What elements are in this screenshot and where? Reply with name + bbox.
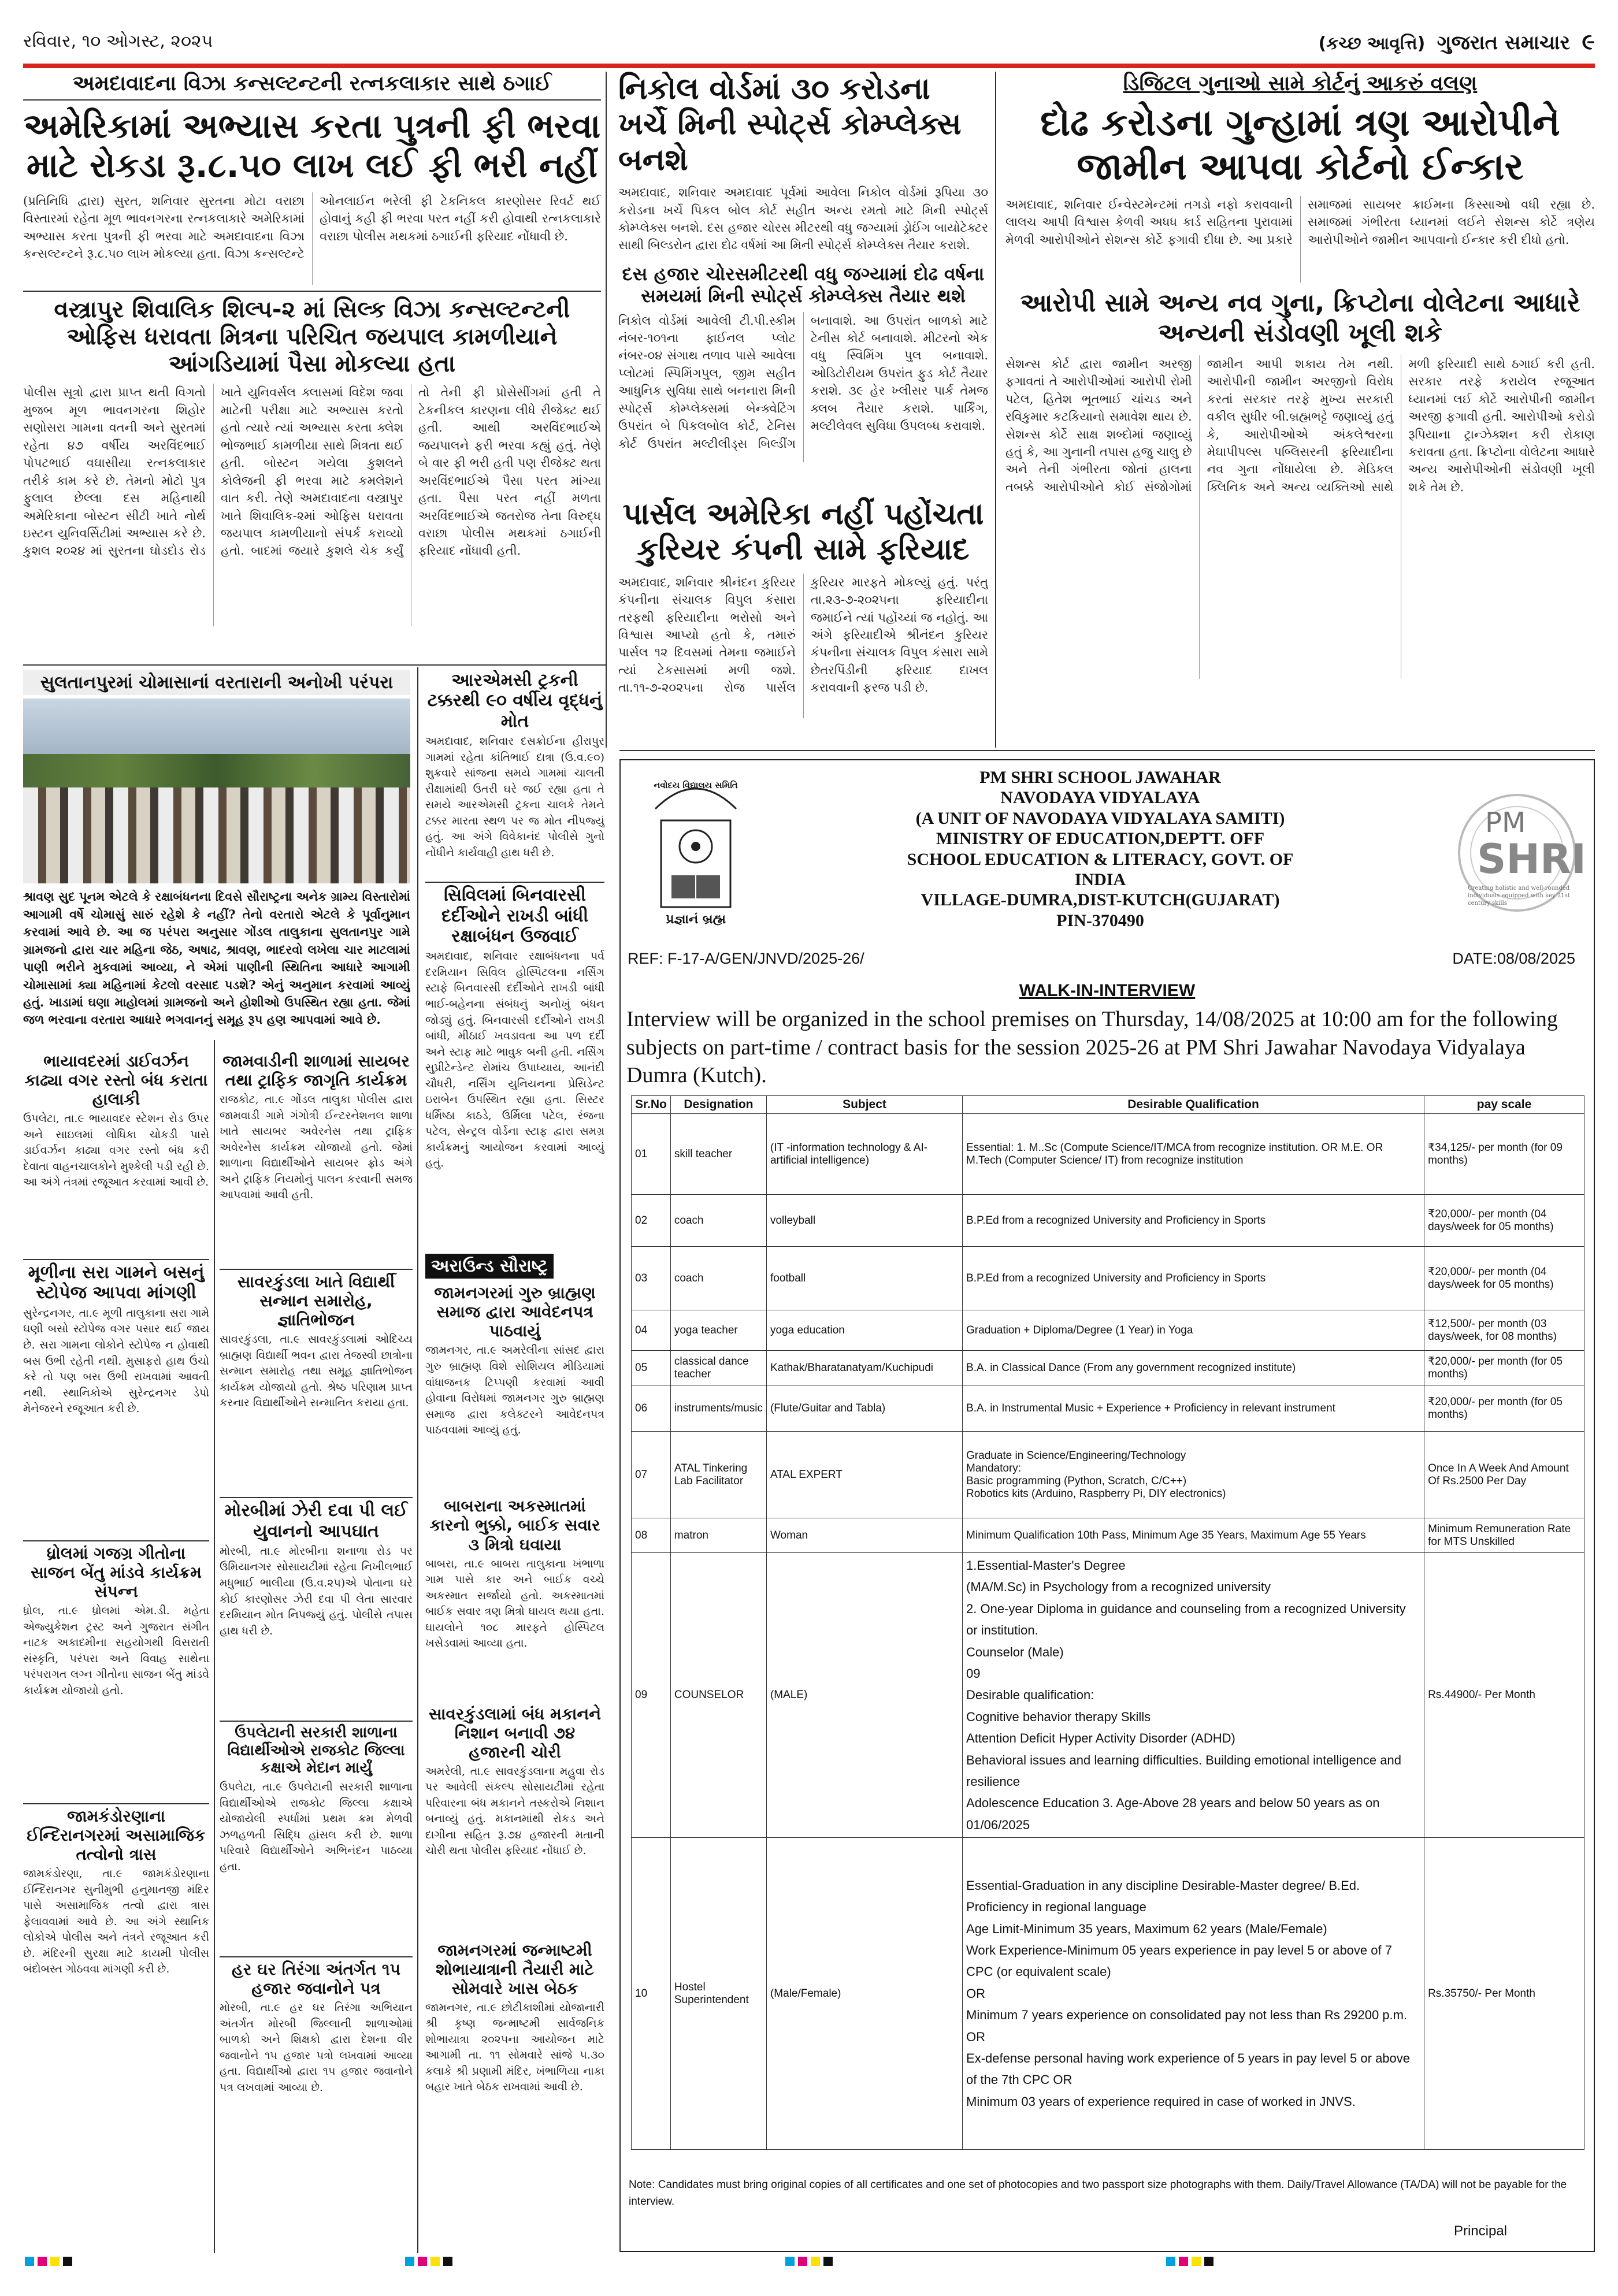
column-header: Subject xyxy=(766,1096,962,1114)
cell-pay: Rs.35750/- Per Month xyxy=(1424,1838,1584,2150)
logo-bottom-text: પ્રજ્ઞાનં બ્રહ્મ xyxy=(666,912,726,927)
cell-pay: ₹34,125/- per month (for 09 months) xyxy=(1424,1114,1584,1195)
cell-qualification: Minimum Qualification 10th Pass, Minimum Age 35 Years, Maximum Age 55 Years xyxy=(963,1518,1424,1553)
advertisement-walk-in-interview xyxy=(619,759,1595,2252)
black-swatch xyxy=(823,2257,833,2266)
qualification-line: 1.Essential-Master's Degree xyxy=(966,1558,1126,1573)
headline: સાવરકુંડલામાં બંધ મકાનને નિશાન બનાવી ૭૪ હજારની ચોરી xyxy=(428,1704,602,1762)
cell-sr: 06 xyxy=(632,1385,671,1432)
address-line: VILLAGE-DUMRA,DIST-KUTCH(GUJARAT) xyxy=(921,890,1280,910)
pm-text: PM xyxy=(1485,807,1526,839)
magenta-swatch xyxy=(418,2257,427,2266)
qualification-line: 2. One-year Diploma in guidance and counseling from a recognized University or institution. xyxy=(966,1601,1406,1638)
column-header: Designation xyxy=(670,1096,766,1114)
qualification-line: Essential-Graduation in any discipline Desirable-Master degree/ B.Ed. Proficiency in regional language xyxy=(966,1878,1360,1915)
cell-designation: Hostel Superintendent xyxy=(670,1838,766,2150)
qualification-line: Counselor (Male) xyxy=(966,1644,1064,1659)
headline: સિવિલમાં બિનવારસી દર્દીઓને રાખડી બાંધી રક્ષાબંધન ઉજવાઈ xyxy=(425,882,604,946)
cell-designation: coach xyxy=(670,1247,766,1310)
table-row xyxy=(632,1432,1584,1518)
qualification-line: Graduate in Science/Engineering/Technology xyxy=(966,1449,1186,1462)
article-body: ઉપલેટા, તા.૯ ભાયાવદર સ્ટેશન રોડ ઉપર અને સાઇલમાં લોધિકા ચોકડી પાસે ડાઈવર્ઝન કાઢ્યા વગર રસ્તો બંધ કરી દેવાતા વાહનચાલકોને મુશ્કેલી પડી રહી છે. આ અંગે તંત્રમાં રજૂઆત કરવામાં આવી છે. xyxy=(23,1112,209,1189)
magenta-swatch xyxy=(798,2257,807,2266)
cell-qualification: Graduation + Diploma/Degree (1 Year) in Yoga xyxy=(963,1310,1424,1351)
column-header: Sr.No xyxy=(632,1096,671,1114)
yellow-swatch xyxy=(431,2257,440,2266)
cell-qualification: B.P.Ed from a recognized University and Proficiency in Sports xyxy=(963,1195,1424,1247)
cell-qualification: B.P.Ed from a recognized University and Proficiency in Sports xyxy=(963,1247,1424,1310)
qualification-line: Basic programming (Python, Scratch, C/C++) xyxy=(966,1474,1187,1487)
headline: દોઢ કરોડના ગુન્હામાં ત્રણ આરોપીને જામીન આપવા કોર્ટનો ઈન્કાર xyxy=(1040,102,1560,188)
cyan-swatch xyxy=(25,2257,34,2266)
cell-sr: 04 xyxy=(632,1310,671,1351)
article-body: સાવરકુંડલા, તા.૯ સાવરકુંડલામાં ઓદિચ્ય બ્રાહ્મણ વિદ્યાર્થી ભવન દ્વારા તેજસ્વી છાત્રોના સન્માન સમારોહ તથા સમૂહ જ્ઞાતિભોજન કાર્યક્રમ યોજાયો હતો. શ્રેષ્ઠ પરિણામ પ્રાપ્ત કરનાર વિદ્યાર્થીઓને સન્માનિત કરાયા હતા. xyxy=(220,1333,413,1410)
cell-designation: yoga teacher xyxy=(670,1310,766,1351)
pm-shri-tagline: Creating holistic and well-rounded individuals equipped with key 21st century skills xyxy=(1468,885,1570,906)
cell-designation: coach xyxy=(670,1195,766,1247)
article-nikol-sports xyxy=(618,72,988,488)
cell-pay: Rs.44900/- Per Month xyxy=(1424,1553,1584,1838)
article-lead: અમદાવાદ, શનિવાર અમદાવાદ પૂર્વમાં આવેલા નિકોલ વોર્ડમાં રૂપિયા ૩૦ કરોડના ખર્ચે પિકલ બોલ કોર્ટ સહીત અન્ય રમતો માટે મિની સ્પોર્ટ્સ કોમ્પ્લેક્સ બનશે. દસ હજાર ચોરસ મીટરથી વધુ જગ્યામાં ડ્રોઈંગ બાયોટેક્ટર સાથી બિલ્ડરોન દ્વારા દોઢ વર્ષમાં આ મિની સ્પોર્ટ્સ કોમ્પ્લેક્સ તૈયાર કરાશે. xyxy=(618,185,988,252)
cell-subject: (Flute/Guitar and Tabla) xyxy=(766,1385,962,1432)
cell-qualification xyxy=(963,1838,1424,2150)
headline: બાબરાના અકસ્માતમાં કારનો ભુક્કો, બાઈક સવાર ૩ મિત્રો ઘવાયા xyxy=(429,1496,600,1554)
cell-subject: (MALE) xyxy=(766,1553,962,1838)
cell-designation: instruments/music xyxy=(670,1385,766,1432)
subheadline: આરોપી સામે અન્ય નવ ગુના, ક્રિપ્ટોના વોલેટના આધારે અન્યની સંડોવણી ખૂલી શકે xyxy=(1020,288,1580,348)
headline: ઉપલેટાની સરકારી શાળાના વિદ્યાર્થીઓએ રાજકોટ જિલ્લા કક્ષાએ મેદાન માર્યું xyxy=(220,1721,413,1777)
page-header xyxy=(23,25,1595,60)
table-row xyxy=(632,1553,1584,1838)
cell-sr: 07 xyxy=(632,1432,671,1518)
cell-qualification xyxy=(963,1432,1424,1518)
article-body: જામકંડોરણા, તા.૯ જામકંડોરણાના ઈન્દિરાનગર સુનીમુભી હનુમાનજી મંદિર પાસે અસામાજિક તત્વો દ્વારા ત્રાસ ફેલાવવામાં આવે છે. આ અંગે સ્થાનિક લોકોએ પોલીસ અને તંત્રને રજૂઆત કરી છે. મંદિરની સુરક્ષા માટે કાયમી પોલીસ બંદોબસ્ત ગોઠવવા માંગણી કરી છે. xyxy=(23,1867,209,1976)
headline: અમેરિકામાં અભ્યાસ કરતા પુત્રની ફી ભરવા માટે રોકડા રૂ.૮.૫૦ લાખ લઈ ફી ભરી નહીં xyxy=(23,106,601,185)
logo-top-text: નવોદય વિદ્યાલય સમિતિ xyxy=(654,780,738,790)
article-body: અમદાવાદ, શનિવાર દસક્રોઈના હીરાપુર ગામમાં રહેતા કાંતિભાઈ દાત્રા (ઉ.વ.૯૦) શુક્રવારે સાંજના સમયે ગામમાં ચાલતી રીક્ષામાંથી ઉતરી ઘરે જઈ રહ્યા હતા તે સમયે આરએમસી ટ્રકના ચાલકે તેમને ટક્કર મારતા સ્થળ પર જ મોત નીપજ્યું હતું. આ અંગે વિવેકાનંદ પોલીસે ગુનો નોંધીને કાર્યવાહી હાથ ધરી છે. xyxy=(425,735,604,859)
table-row xyxy=(632,1310,1584,1351)
table-row xyxy=(632,1351,1584,1385)
pm-shri-logo xyxy=(1450,783,1586,934)
column-rule xyxy=(995,72,996,748)
article-body: નિકોલ વોર્ડમાં આવેલી ટી.પી.સ્કીમ નંબર-૧૦૧ના ફાઈનલ પ્લોટ નંબર-૦૪ સંગાથ તળાવ પાસે આવેલા પ્લોટમાં સ્પિમિંગપુલ, જીમ સહીત આધુનિક સુવિધા સાથે બનનારા મિની સ્પોર્ટ્સ કોમ્પ્લેક્સમાં બેન્ક્વેટિંગ ઉપરાંત બે પિકલબોલ કોર્ટ, ટેનિસ કોર્ટ ઉપરાંત મલ્ટીલીડ્સ બિલ્ડીંગ બનાવાશે. આ ઉપરાંત બાળકો માટે ટેનીસ કોર્ટ બનાવાશે. મીટરનો એક વધુ સ્વિમિંગ પુલ બનાવાશે. ઓડિટોરીયમ ઉપરાંત ફુડ કોર્ટ તૈયાર કરાશે. ૩૯ હેર ખ્લીસર પાર્ક તેમજ ક્લબ તૈયાર કરાશે. પાર્કિંગ, મલ્ટીલેવલ સુવિધા ઉપલબ્ધ કરાવાશે. xyxy=(618,313,988,451)
cell-pay: ₹20,000/- per month (04 days/week for 05 months) xyxy=(1424,1247,1584,1310)
article-body: પોલીસ સૂત્રો દ્વારા પ્રાપ્ત થતી વિગતો મુજબ મૂળ ભાવનગરના શિહોર સણોસરા ગામના વતની અને સુરતમાં રહેતા ૪૭ વર્ષીય અરવિંદભાઈ પોપટભાઈ વઘાસીયા રત્નકલાકાર તરીકે કામ કરે છે. તેમનો મોટો પુત્ર ફુલાલ છેલ્લા દસ મહિનાથી અમેરિકાના બોસ્ટન સીટી ખાતે નોર્થ ઇસ્ટન યુનિવર્સિટીમાં અભ્યાસ કરે છે. કુશલ ૨૦૨૪ માં સુરતના ઘોડદોડ રોડ ખાતે યુનિવર્સલ ક્લાસમાં વિદેશ જવા માટેની પરીક્ષા માટે અભ્યાસ કરતો હતો ત્યારે ત્યાં અભ્યાસ કરતા ક્લેશ ભોજભાઈ કામળીયા સાથે મિત્રતા થઈ હતી. બોસ્ટન ગયેલા કુશલને કોલેજની ફી ભરવા માટે કમલેશને વાત કરી. તેણે અમદાવાદના વસ્ત્રાપુર ખાતે શિવાલિક-૨માં ઓફિસ ધરાવતા જયપાલ કામળીયાનો સંપર્ક કરાવ્યો હતો. બાદમાં જયારે કુશલે ચેક કર્યું તો તેની ફી પ્રોસેસીંગમાં હતી તે ટેકનીકલ કારણના લીધે રીજેક્ટ થઈ હતી. આથી અરવિંદભાઈએ જયપાલને ફરી ભરવા કહ્યું હતું. તેણે બે વાર ફી ભરી હતી પણ રીજેક્ટ થતા અરવિંદભાઈએ પૈસા પરત માંગ્યા હતા. પૈસા પરત નહીં મળતા અરવિંદભાઈએ જતરોજ તેના વિરુદ્ધ વરાછા પોલીસ મથકમાં ઠગાઈની ફરિયાદ નોંધાવી હતી. xyxy=(23,385,601,558)
header-rule xyxy=(23,64,1595,68)
address-line: PIN-370490 xyxy=(1056,911,1144,930)
village-photo xyxy=(23,699,410,883)
cell-sr: 08 xyxy=(632,1518,671,1553)
column-header: pay scale xyxy=(1424,1096,1584,1114)
address-line: INDIA xyxy=(1074,870,1126,889)
cell-subject: volleyball xyxy=(766,1195,962,1247)
table-header-row xyxy=(632,1096,1584,1114)
headline: જામવાડીની શાળામાં સાયબર તથા ટ્રાફિક જાગૃતિ કાર્યક્રમ xyxy=(222,1052,410,1090)
issue-date: રવિવાર, ૧૦ ઓગસ્ટ, ૨૦૨૫ xyxy=(23,31,213,51)
qualification-line: Mandatory: xyxy=(966,1462,1022,1474)
cell-designation: COUNSELOR xyxy=(670,1553,766,1838)
black-swatch xyxy=(1204,2257,1214,2266)
address-line: MINISTRY OF EDUCATION,DEPTT. OFF xyxy=(936,829,1265,849)
magenta-swatch xyxy=(1179,2257,1188,2266)
headline: જામનગરમાં ગુરુ બ્રાહ્મણ સમાજ દ્વારા આવેદનપત્ર પાઠવાયું xyxy=(434,1283,596,1341)
cell-designation: ATAL Tinkering Lab Facilitator xyxy=(670,1432,766,1518)
headline: મૂળીના સરા ગામને બસનું સ્ટોપેજ આપવા માંગણી xyxy=(23,1259,209,1303)
black-swatch xyxy=(443,2257,452,2266)
headline: સાવરકુંડલા ખાતે વિદ્યાર્થી સન્માન સમારોહ, જ્ઞાતિભોજન xyxy=(220,1269,413,1329)
table-row xyxy=(632,1838,1584,2150)
cell-subject: (IT -information technology & AI-artificial intelligence) xyxy=(766,1114,962,1195)
cell-sr: 01 xyxy=(632,1114,671,1195)
address-line: NAVODAYA VIDYALAYA xyxy=(1000,788,1200,808)
subheadline: વસ્ત્રાપુર શિવાલિક શિલ્પ-૨ માં સિલ્ક વિઝા કન્સલ્ટન્ટની ઓફિસ ધરાવતા મિત્રના પરિચિત જયપાલ કામળીયાને આંગડિયામાં પૈસા મોકલ્યા હતા xyxy=(23,291,601,378)
cell-pay: ₹12,500/- per month (03 days/week, for 08 months) xyxy=(1424,1310,1584,1351)
around-saurashtra-label: અરાઉન્ડ સૌરાષ્ટ્ર xyxy=(425,1254,554,1279)
cell-pay: Minimum Remuneration Rate for MTS Unskilled xyxy=(1424,1518,1584,1553)
headline: આરએમસી ટ્રકની ટક્કરથી ૯૦ વર્ષીય વૃદ્ધનું મોત xyxy=(427,670,603,731)
yellow-swatch xyxy=(1192,2257,1201,2266)
cyan-swatch xyxy=(785,2257,795,2266)
article-body: જામનગર, તા.૯ છોટીકાશીમાં યોજાનારી શ્રી કૃષ્ણ જન્માષ્ટમી સાર્વજનિક શોભાયાત્રા ૨૦૨૫ના આયોજન માટે આગામી તા. ૧૧ સોમવારે સાંજે ૫.૩૦ કલાકે શ્રી પ્રણામી મંદિર, ખંભાળિયા નાકા બહાર ખાતે બેઠક રાખવામાં આવી છે. xyxy=(425,2001,604,2094)
photo-sky xyxy=(23,699,410,754)
headline: ધ્રોલમાં ગજગ્ર ગીતોના સાજન બેંતુ માંડવે કાર્યક્રમ સંપન્ન xyxy=(23,1540,209,1601)
qualification-line: Robotics kits (Arduino, Raspberry Pi, DIY electronics) xyxy=(966,1487,1226,1500)
cell-sr: 02 xyxy=(632,1195,671,1247)
article-body: ઉપલેટા, તા.૯ ઉપલેટાની સરકારી શાળાના વિદ્યાર્થીઓએ રાજકોટ જિલ્લા કક્ષાએ યોજાયેલી સ્પર્ધામાં પ્રથમ ક્રમ મેળવી ઝળહળતી સિદ્ધિ હાંસલ કરી છે. શાળા પરિવારે વિદ્યાર્થીઓને અભિનંદન પાઠવ્યા હતા. xyxy=(220,1780,413,1873)
signatory: Principal xyxy=(1453,2223,1507,2239)
address-line: PM SHRI SCHOOL JAWAHAR xyxy=(979,768,1221,787)
cell-sr: 10 xyxy=(632,1838,671,2150)
vacancy-table xyxy=(631,1095,1584,2150)
section-rule xyxy=(23,664,606,666)
cell-pay: Once In A Week And Amount Of Rs.2500 Per Day xyxy=(1424,1432,1584,1518)
yellow-swatch xyxy=(811,2257,820,2266)
qualification-line: Adolescence Education 3. Age-Above 28 years and below 50 years as on 01/06/2025 xyxy=(966,1796,1380,1832)
article-lead: અમદાવાદ, શનિવાર ઈન્વેસ્ટમેન્ટમાં તગડો નફો કરાવવાની લાલચ આપી વિશ્વાસ કેળવી અધધ કાર્ડ સહિતના પુરાવામાં મેળવી આરોપીઓને સેશન્સ કોર્ટે ફગાવી દીધા છે. આ પ્રકારે સમાજમાં સાયબર ક્રાઈમના કિસ્સાઓ વધી રહ્યા છે. સમાજમાં ગંભીરતા ધ્યાનમાં લઈને સેશન્સ કોર્ટે ત્રણેય આરોપીઓને જામીન આપવાનો ઈન્કાર કરી દીધો હતો. xyxy=(1005,198,1595,247)
article-body: સુરેન્દ્રનગર, તા.૯ મૂળી તાલુકાના સરા ગામે ઘણી બસો સ્ટોપેજ વગર પસાર થઈ જાય છે. સરા ગામના લોકોને સ્ટોપેજ ન હોવાથી બસ ઉભી રહેતી નથી. મુસાફરો હાથ ઉંચો કરે તો પણ બસ ઉભી રાખવામાં આવતી નથી. સ્થાનિકોએ સુરેન્દ્રનગર ડેપો મેનેજરને રજૂઆત કરી છે. xyxy=(23,1306,209,1416)
article-body: અમદાવાદ, શનિવાર રક્ષાબંધનના પર્વ દરમિયાન સિવિલ હોસ્પિટલના નર્સિંગ સ્ટાફે બિનવારસી દર્દીઓને રાખડી બાંધી ભાઈ-બહેનના સંબંધનું અનોખું બંધન જોડ્યું હતું. બિનવારસી દર્દીઓને રાખડી બાંધી, મીઠાઈ ખવડાવતા આ પળ દર્દી અને સ્ટાફ માટે ભાવુક બની હતી. નર્સિંગ સુપ્રીટેન્ડેન્ટ રોમાંચ ઉપાધ્યાય, આનંદી ચૌધરી, નર્સિંગ યુનિયનના પ્રેસિડેન્ટ ઇરાબેન ઉપસ્થિત રહ્યા હતા. સિસ્ટર ધર્મિષ્ઠા કાઠડે, ઉર્મિલા પટેલ, રંજના પટેલ, સેન્ટ્રલ વોર્ડના સ્ટાફ દ્વારા સમગ્ર કાર્યક્રમનું આયોજન કરવામાં આવ્યું હતું. xyxy=(425,950,604,1170)
school-address xyxy=(765,767,1435,931)
qualification-line: Minimum 7 years experience on consolidated pay not less than Rs 29200 p.m. OR xyxy=(966,2008,1408,2044)
photo-caption: શ્રાવણ સુદ પૂનમ એટલે કે રક્ષાબંધનના દિવસે સૌરાષ્ટ્રના અનેક ગ્રામ્ય વિસ્તારોમાં આગામી વર્ષે ચોમાસું સારું રહેશે કે નહીં? તેનો વરતારો એટલે કે પૂર્વાનુમાન કરવામાં આવે છે. આ જ પરંપરા અનુસાર ગોંડલ તાલુકાના સુલતાનપુર ગામે ગ્રામજનો દ્વારા ચાર મહિના જેઠ, અષાઢ, શ્રાવણ, ભાદરવો લખેલા ચાર માટલામાં પાણી ભરીને મુકવામાં આવ્યા, ને એમાં પાણીની સ્થિતિના આધારે આગામી ચોમાસામાં ક્યા મહિનામાં કેટલો વરસાદ પડશે? એનું અનુમાન કરવામાં આવ્યું હતું. ખાડામાં ઘણા માહોલમાં ગ્રામજનો અને હોશીઓ ઉપસ્થિત રહ્યા હતા. જેમાં જળ ભરવાના વરતારા આધારે ભગવાનનું સમૂહ રૂપ હણ આપવામાં આવે છે. xyxy=(23,889,410,1027)
article-body: રાજકોટ, તા.૯ ગોંડલ તાલુકા પોલીસ દ્વારા જામવાડી ગામે ગંગોત્રી ઈન્ટરનેશનલ શાળા ખાતે સાયબર અવેરનેસ તથા ટ્રાફિક અવેરનેસ કાર્યક્રમ યોજાયો હતો. જેમાં શાળાના વિદ્યાર્થીઓને સાયબર ફ્રોડ અંગે અને ટ્રાફિક નિયમોનું પાલન કરવાની સમજ આપવામાં આવી હતી. xyxy=(220,1093,413,1202)
photo-feature xyxy=(23,670,410,1046)
nvs-logo xyxy=(638,768,754,942)
qualification-line: Age Limit-Minimum 35 years, Maximum 62 years (Male/Female) xyxy=(966,1921,1327,1936)
cell-sr: 09 xyxy=(632,1553,671,1838)
reference-row xyxy=(628,950,1587,968)
notice-title: WALK-IN-INTERVIEW xyxy=(1019,981,1196,1000)
article-body: ધ્રોલ, તા.૯ ધ્રોલમાં એમ.ડી. મહેતા એજ્યુકેશન ટ્રસ્ટ અને ગુજરાત સંગીત નાટક અકાદમીના સહયોગથી વિસરાતી સંસ્કૃતિ, પરંપરા અને વિવાહ સાથેના પરંપરાગત લગ્ન ગીતોના સાજન બેંતુ માંડવે કાર્યક્રમ યોજાયો હતો. xyxy=(23,1604,209,1697)
address-line: SCHOOL EDUCATION & LITERACY, GOVT. OF xyxy=(907,849,1294,869)
qualification-line: OR xyxy=(966,1986,986,2001)
cell-subject: Kathak/Bharatanatyam/Kuchipudi xyxy=(766,1351,962,1385)
photo-crowd xyxy=(23,787,410,883)
notice-date: DATE:08/08/2025 xyxy=(1452,950,1575,967)
masthead xyxy=(1318,29,1595,55)
column-rule xyxy=(214,1040,215,2253)
headline: હર ઘર તિરંગા અંતર્ગત ૧૫ હજાર જવાનોને પત્ર xyxy=(220,1956,413,1998)
headline: મોરબીમાં ઝેરી દવા પી લઈ યુવાનનો આપઘાત xyxy=(220,1497,413,1541)
cyan-swatch xyxy=(1166,2257,1175,2266)
article-bail-denied xyxy=(1005,72,1595,742)
black-swatch xyxy=(63,2257,72,2266)
kicker: અમદાવાદના વિઝા કન્સલ્ટન્ટની રત્નકલાકાર સાથે ઠગાઈ xyxy=(23,72,601,101)
article-body: મોરબી, તા.૯ હર ઘર તિરંગા અભિયાન અંતર્ગત મોરબી જિલ્લાની શાળાઓમાં બાળકો અને શિક્ષકો દ્વારા દેશના વીર જવાનોને ૧૫ હજાર પત્રો લખવામાં આવ્યા હતા. વિદ્યાર્થીઓ દ્વારા ૧૫ હજાર જવાનોને પત્ર લખવામાં આવ્યા છે. xyxy=(220,2001,413,2094)
column-rule xyxy=(606,72,607,748)
qualification-line: Cognitive behavior therapy Skills xyxy=(966,1709,1151,1724)
section-label xyxy=(425,1254,604,1279)
page-number: ૯ xyxy=(1582,29,1595,54)
headline: નિકોલ વોર્ડમાં ૩૦ કરોડના ખર્ચે મિની સ્પોર્ટ્સ કોમ્પ્લેક્સ બનશે xyxy=(618,72,962,177)
headline: ભાયાવદરમાં ડાઈવર્ઝન કાઢ્યા વગર રસ્તો બંધ કરાતા હાલાકી xyxy=(24,1052,208,1109)
kicker: ડિજિટલ ગુનાઓ સામે કોર્ટનું આકરું વલણ xyxy=(1123,72,1478,95)
cell-subject: (Male/Female) xyxy=(766,1838,962,2150)
table-row xyxy=(632,1195,1584,1247)
shri-text: SHRI xyxy=(1477,835,1586,883)
article-visa-fraud xyxy=(23,72,601,661)
cell-qualification: B.A. in Instrumental Music + Experience + Proficiency in relevant instrument xyxy=(963,1385,1424,1432)
feature-heading: સુલતાનપુરમાં ચોમાસાનાં વરતારાની અનોખી પરંપરા xyxy=(23,670,410,695)
column-rule xyxy=(417,667,418,2253)
table-row xyxy=(632,1114,1584,1195)
paper-name: ગુજરાત સમાચાર xyxy=(1437,31,1571,54)
column-header: Desirable Qualification xyxy=(963,1096,1424,1114)
notice-intro: Interview will be organized in the school premises on Thursday, 14/08/2025 at 10:00 am for the following subjects on part-time / contract basis for the session 2025-26 at PM Shri Jawahar Navodaya Vidyalaya Dumra (Kutch). xyxy=(626,1007,1558,1088)
section-rule xyxy=(619,750,1595,751)
article-body: બાબરા, તા.૯ બાબરા તાલુકાના ખંભાળા ગામ પાસે કાર અને બાઈક વચ્ચે અકસ્માત સર્જાયો હતો. અકસ્માતમાં બાઈક સવાર ત્રણ મિત્રો ઘાયલ થયા હતા. ઘાયલોને ૧૦૮ મારફતે હોસ્પિટલ ખસેડવામાં આવ્યા હતા. xyxy=(425,1557,604,1650)
subheadline: દસ હજાર ચોરસમીટરથી વધુ જગ્યામાં દોઢ વર્ષના સમયમાં મિની સ્પોર્ટ્સ કોમ્પ્લેક્સ તૈયાર થશે xyxy=(622,263,985,307)
cell-subject: ATAL EXPERT xyxy=(766,1432,962,1518)
cell-pay: ₹20,000/- per month (for 05 months) xyxy=(1424,1351,1584,1385)
qualification-line: Desirable qualification: xyxy=(966,1688,1094,1703)
cell-designation: classical dance teacher xyxy=(670,1351,766,1385)
print-registration-strip xyxy=(23,2257,1595,2272)
notice-note: Note: Candidates must bring original copies of all certificates and one set of photocopies and two passport size photographs with them. Daily/Travel Allowance (TA/DA) will not be payable for the interview. xyxy=(629,2179,1567,2208)
yellow-swatch xyxy=(50,2257,60,2266)
qualification-line: Minimum 03 years of experience required in case of worked in JNVS. xyxy=(966,2094,1356,2109)
article-body: જામનગર, તા.૯ અમરેલીના સાંસદ દ્વારા ગુરુ બ્રાહ્મણ વિશે સોશિયલ મીડિયામાં વાંધાજનક ટિપ્પણી કરવામાં આવી હોવાના વિરોધમાં જામનગર ગુરુ બ્રાહ્મણ સમાજ દ્વારા કલેક્ટરને આવેદનપત્ર પાઠવવામાં આવ્યું હતું. xyxy=(425,1344,604,1437)
article-body: (પ્રતિનિધિ દ્વારા) સુરત, શનિવાર સુરતના મોટા વરાછા વિસ્તારમાં રહેતા મૂળ ભાવનગરના રત્નકલાકારે અમેરિકામાં અભ્યાસ કરતા પુત્રની ફી ભરવા માટે અમદાવાદના વિઝા કન્સલ્ટન્ટને રૂ.૮.૫૦ લાખ મોકલ્યા હતા. વિઝા કન્સલ્ટન્ટે ઓનલાઈન ભરેલી ફી ટેકનિકલ કારણોસર રિવર્ટ થઈ હોવાનું કહી ફી ભરવા પરત નહીં કરી હોવાથી રત્નકલાકારે વરાછા પોલીસ મથકમાં ઠગાઈની ફરિયાદ નોંધાવી છે. xyxy=(23,194,601,261)
qualification-line: (MA/M.Sc) in Psychology from a recognized university xyxy=(966,1580,1271,1595)
cell-sr: 05 xyxy=(632,1351,671,1385)
cell-qualification xyxy=(963,1553,1424,1838)
qualification-line: 09 xyxy=(966,1666,981,1681)
headline: જામકંડોરણાના ઈન્દિરાનગરમાં અસામાજિક તત્વોનો ત્રાસ xyxy=(23,1803,209,1864)
cyan-swatch xyxy=(405,2257,414,2266)
cell-qualification: Essential: 1. M..Sc (Compute Science/IT/MCA from recognize institution. OR M.E. OR M.Tech (Computer Science/ IT) from recognize institution xyxy=(963,1114,1424,1195)
cell-pay: ₹20,000/- per month (for 05 months) xyxy=(1424,1385,1584,1432)
reference-number: REF: F-17-A/GEN/JNVD/2025-26/ xyxy=(628,950,864,967)
cell-subject: Woman xyxy=(766,1518,962,1553)
article-body: મોરબી, તા.૯ મોરબીના શનાળા રોડ પર ઉમિયાનગર સોસાયટીમાં રહેતા નિખીલભાઈ મધુભાઈ ભાલીયા (ઉ.વ.૨૫)એ પોતાના ઘરે કોઈ કારણોસર ઝેરી દવા પી લેતા સારવાર દરમિયાન મોત નિપજ્યું હતું. પોલીસે તપાસ હાથ ધરી છે. xyxy=(220,1544,413,1637)
cell-subject: yoga education xyxy=(766,1310,962,1351)
middle-column xyxy=(425,670,604,2253)
article-body: અમરેલી, તા.૯ સાવરકુંડલાના મહુવા રોડ પર આવેલી સંકલ્પ સોસાયટીમાં રહેતા પરિવારના બંધ મકાનને તસ્કરોએ નિશાન બનાવ્યું હતું. મકાનમાંથી રોકડ અને દાગીના સહિત રૂ.૭૪ હજારની મતાની ચોરી થતા પોલીસ ફરિયાદ નોંધાઈ છે. xyxy=(425,1764,604,1857)
table-row xyxy=(632,1385,1584,1432)
table-row xyxy=(632,1247,1584,1310)
cell-sr: 03 xyxy=(632,1247,671,1310)
left-column xyxy=(23,1052,209,2253)
headline: પાર્સલ અમેરિકા નહીં પહોંચતા કુરિયર કંપની સામે ફરિયાદ xyxy=(622,497,984,567)
cell-designation: skill teacher xyxy=(670,1114,766,1195)
qualification-line: Attention Deficit Hyper Activity Disorder (ADHD) xyxy=(966,1731,1235,1746)
edition: (કચ્છ આવૃત્તિ) xyxy=(1318,34,1426,54)
qualification-line: Ex-defense personal having work experience of 5 years in pay level 5 or above of the 7th CPC OR xyxy=(966,2051,1411,2087)
second-column xyxy=(220,1052,413,2253)
address-line: (A UNIT OF NAVODAYA VIDYALAYA SAMITI) xyxy=(915,808,1285,828)
cell-designation: matron xyxy=(670,1518,766,1553)
qualification-line: Work Experience-Minimum 05 years experience in pay level 5 or above of 7 CPC (or equivalent scale) xyxy=(966,1943,1392,1979)
cell-pay: ₹20,000/- per month (04 days/week for 05 months) xyxy=(1424,1195,1584,1247)
table-row xyxy=(632,1518,1584,1553)
magenta-swatch xyxy=(38,2257,47,2266)
article-body: સેશન્સ કોર્ટ દ્વારા જામીન અરજી ફગાવતાં તે આરોપીઓમાં આરોપી રોમી પટેલ, હિતેશ ભૂતભાઈ ચાંચડ અને રવિકુમાર કટકિયાનો સમાવેશ થાય છે. સેશન્સ કોર્ટે સાક્ષ શબ્દોમાં જણાવ્યું હતું કે, આ ગુનાની તપાસ હજુ ચાલુ છે અને તેની ગંભીરતા જોતાં હાલના તબક્કે આરોપીઓને કોઈ સંજોગોમાં જામીન આપી શકાય તેમ નથી. આરોપીની જામીન અરજીનો વિરોધ કરતાં સરકાર તરફે મુખ્ય સરકારી વકીલ સુધીર બી.બ્રહ્મભટ્ટે જણાવ્યું હતું કે, આરોપીઓએ અંકલેશ્વરના મેઘાપીપલ્સ પબ્લિસરની ફરિયાદીના નવ ગુના નોંધાયેલા છે. મેડિકલ ક્લિનિક અને અન્ય વ્યક્તિઓ સાથે મળી ફરિયાદી સાથે ઠગાઈ કરી હતી. સરકાર તરફે કરાયેલ રજૂઆત ધ્યાનમાં લઈ કોર્ટે આરોપીની જામીન અરજી ફગાવી હતી. આરોપીઓ કરોડો રૂપિયાના ટ્રાન્ઝેક્શન કરી રોકાણ કરાવતા હતા. ક્રિપ્ટોના વોલેટના આધારે અન્ય આરોપીઓની સંડોવણી ખૂલી શકે તેમ છે. xyxy=(1005,356,1595,494)
cell-qualification: B.A. in Classical Dance (From any government recognized institute) xyxy=(963,1351,1424,1385)
qualification-line: Behavioral issues and learning difficulties. Building emotional intelligence and resilience xyxy=(966,1752,1401,1789)
article-body: અમદાવાદ, શનિવાર શ્રીનંદન કુરિયર કંપનીના સંચાલક વિપુલ કંસારા તરફથી ફરિયાદીના ભરોસો અને વિશ્વાસ આપ્યો હતો કે, તમારું પાર્સલ ૧૨ દિવસમાં તેમના જમાઈને ત્યાં ટેકસાસમાં મળી જશે. તા.૧૧-૭-૨૦૨૫ના રોજ પાર્સલ કુરિયર મારફતે મોકલ્યું હતું. પરંતુ તા.૨૩-૭-૨૦૨૫ના ફરિયાદીના જમાઈને ત્યાં પહોંચ્યાં જ નહોતું. આ અંગે ફરિયાદીએ શ્રીનંદન કુરિયર કંપનીના સંચાલક વિપુલ કંસારા સામે છેતરપિંડીની ફરિયાદ દાખલ કરાવવાની ફરજ પડી છે. xyxy=(618,575,988,695)
cell-subject: football xyxy=(766,1247,962,1310)
headline: જામનગરમાં જન્માષ્ટમી શોભાયાત્રાની તૈયારી માટે સોમવારે ખાસ બેઠક xyxy=(436,1940,594,1998)
article-parcel-complaint xyxy=(618,497,988,745)
